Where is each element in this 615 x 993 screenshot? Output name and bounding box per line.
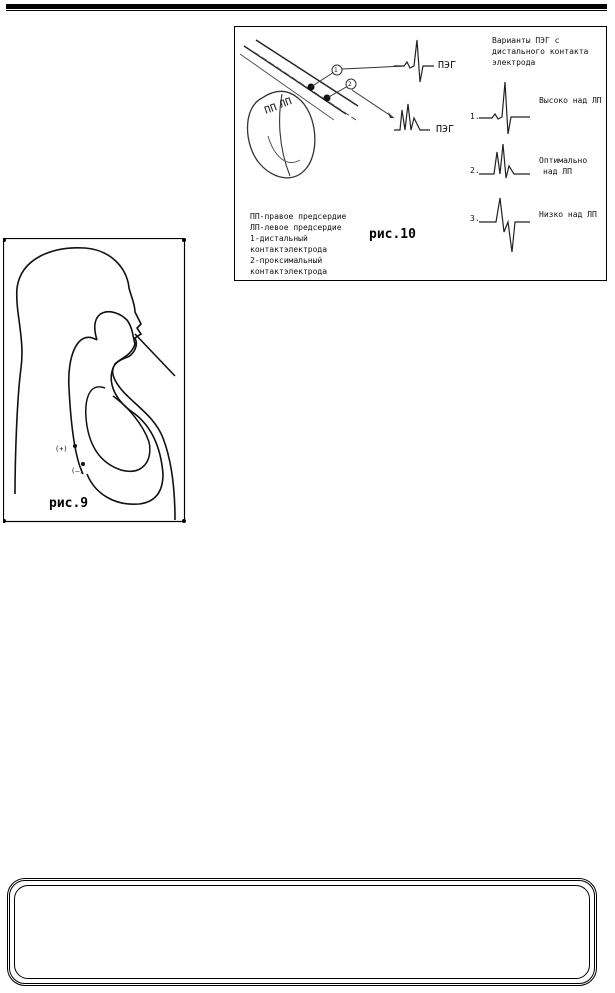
plus-label: (+) <box>55 445 68 453</box>
note-box-inner <box>14 885 590 979</box>
variants-title-line1: Варианты ПЭГ с <box>492 36 560 45</box>
label-rp: ПП <box>263 102 279 117</box>
figure-10 <box>234 26 607 281</box>
variant-num-1: 1. <box>470 112 480 121</box>
figure-9-drawing <box>3 238 187 526</box>
peg-label-bottom: ПЭГ <box>436 124 455 135</box>
variants-title-line3: электрода <box>492 58 536 67</box>
tract-outline <box>87 312 163 504</box>
variant-num-3: 3. <box>470 214 480 223</box>
variant-label-1: Высоко над ЛП <box>539 96 602 105</box>
body-outline <box>15 248 175 520</box>
figure-9 <box>3 238 185 522</box>
electrode-label-2: 2 <box>348 81 352 88</box>
header-rule <box>6 4 607 9</box>
variant-label-3: Низко над ЛП <box>539 210 597 219</box>
legend-line-6: контактэлектрода <box>250 267 328 276</box>
heart-outline-9 <box>86 387 150 471</box>
electrode-label-1: 1 <box>334 67 338 74</box>
probe-line <box>135 334 175 376</box>
variant-label-2a: Оптимально <box>539 156 588 165</box>
legend-line-2: ЛП-левое предсердие <box>250 223 342 232</box>
variant-num-2: 2. <box>470 166 480 175</box>
figure-10-caption: рис.10 <box>369 227 416 242</box>
header-rule-thin <box>6 10 607 11</box>
legend-line-5: 2-проксимальный <box>250 256 323 265</box>
minus-label: (–) <box>71 467 84 475</box>
electrode-plus <box>73 444 77 448</box>
legend-line-1: ПП-правое предсердие <box>250 212 347 221</box>
variants-title-line2: дистального контакта <box>492 47 589 56</box>
legend-line-4: контактэлектрода <box>250 245 328 254</box>
note-box <box>7 878 597 986</box>
figure-9-frame <box>4 239 185 522</box>
variant-label-2b: над ЛП <box>543 167 572 176</box>
label-lp: ЛП <box>278 96 294 111</box>
figure-9-caption: рис.9 <box>49 496 89 511</box>
legend-line-3: 1-дистальный <box>250 234 308 243</box>
peg-label-top: ПЭГ <box>438 60 457 71</box>
